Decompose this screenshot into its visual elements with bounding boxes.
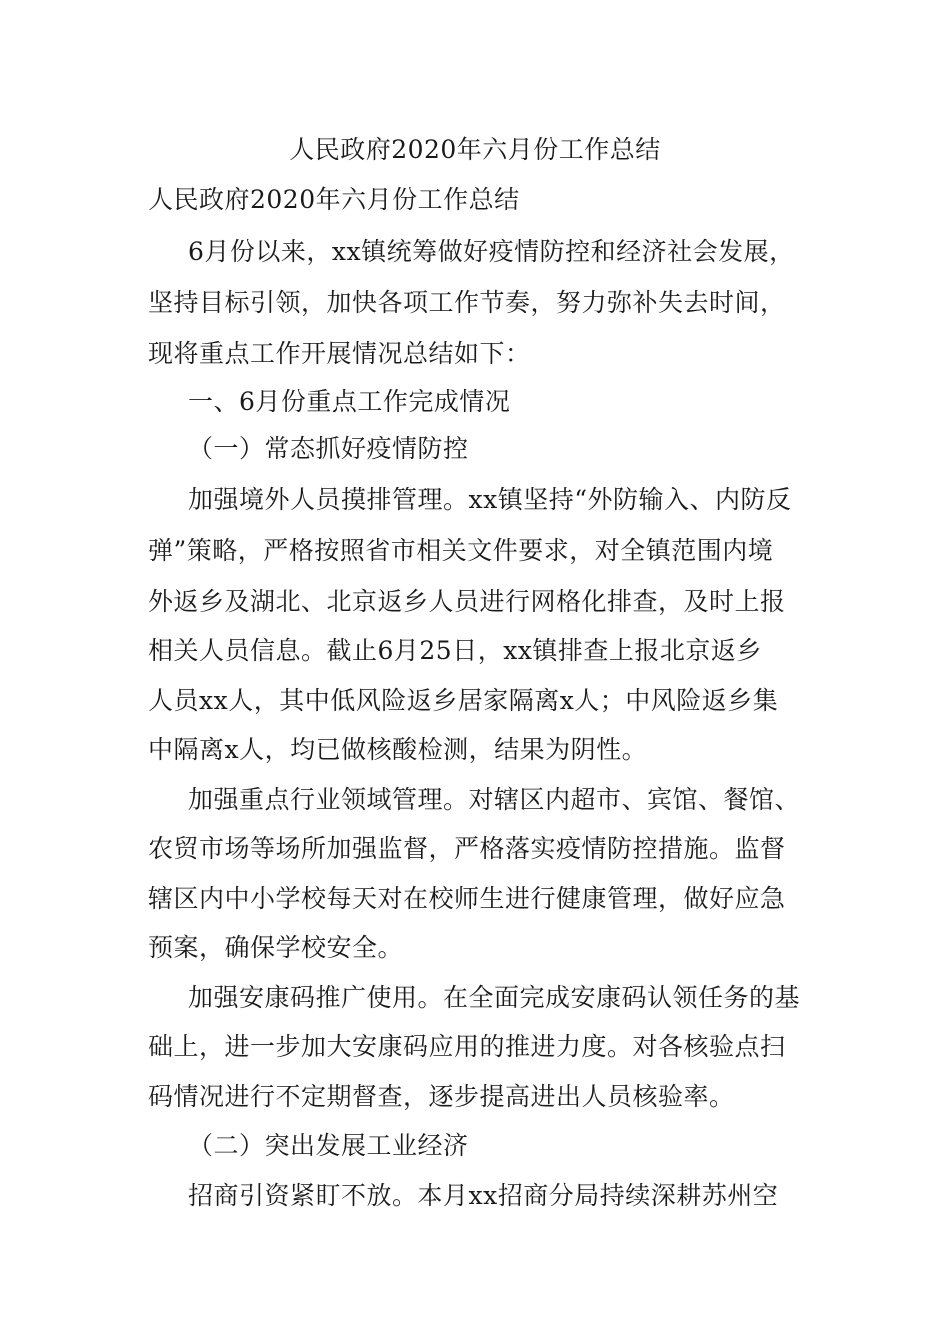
body-line: 招商引资紧盯不放。本月xx招商分局持续深耕苏州空 [188,1181,779,1210]
body-line: 外返乡及湖北、北京返乡人员进行网格化排查，及时上报 [148,587,786,616]
subsection-heading: （一）常态抓好疫情防控 [188,434,469,463]
body-line: 加强境外人员摸排管理。xx镇坚持“外防输入、内防反 [188,485,792,514]
document-title: 人民政府2020年六月份工作总结 [289,135,661,164]
body-line: 坚持目标引领，加快各项工作节奏，努力弥补失去时间， [148,288,786,317]
body-line: 加强安康码推广使用。在全面完成安康码认领任务的基 [188,983,801,1012]
body-line: 现将重点工作开展情况总结如下： [148,339,531,368]
subsection-heading: （二）突出发展工业经济 [188,1131,469,1160]
body-line: 预案，确保学校安全。 [148,933,404,962]
body-line: 弹”策略，严格按照省市相关文件要求，对全镇范围内境 [148,536,774,565]
body-line: 相关人员信息。截止6月25日，xx镇排查上报北京返乡 [148,636,762,665]
body-line: 础上，进一步加大安康码应用的推进力度。对各核验点扫 [148,1032,786,1061]
body-line: 6月份以来，xx镇统筹做好疫情防控和经济社会发展， [188,237,795,266]
document-subtitle: 人民政府2020年六月份工作总结 [148,185,520,214]
body-line: 人员xx人，其中低风险返乡居家隔离x人；中风险返乡集 [148,686,779,715]
body-line: 加强重点行业领域管理。对辖区内超市、宾馆、餐馆、 [188,785,801,814]
body-line: 辖区内中小学校每天对在校师生进行健康管理，做好应急 [148,884,786,913]
body-line: 码情况进行不定期督查，逐步提高进出人员核验率。 [148,1082,735,1111]
body-line: 中隔离x人，均已做核酸检测，结果为阴性。 [148,735,648,764]
body-line: 农贸市场等场所加强监督，严格落实疫情防控措施。监督 [148,834,786,863]
section-heading: 一、6月份重点工作完成情况 [188,387,511,416]
